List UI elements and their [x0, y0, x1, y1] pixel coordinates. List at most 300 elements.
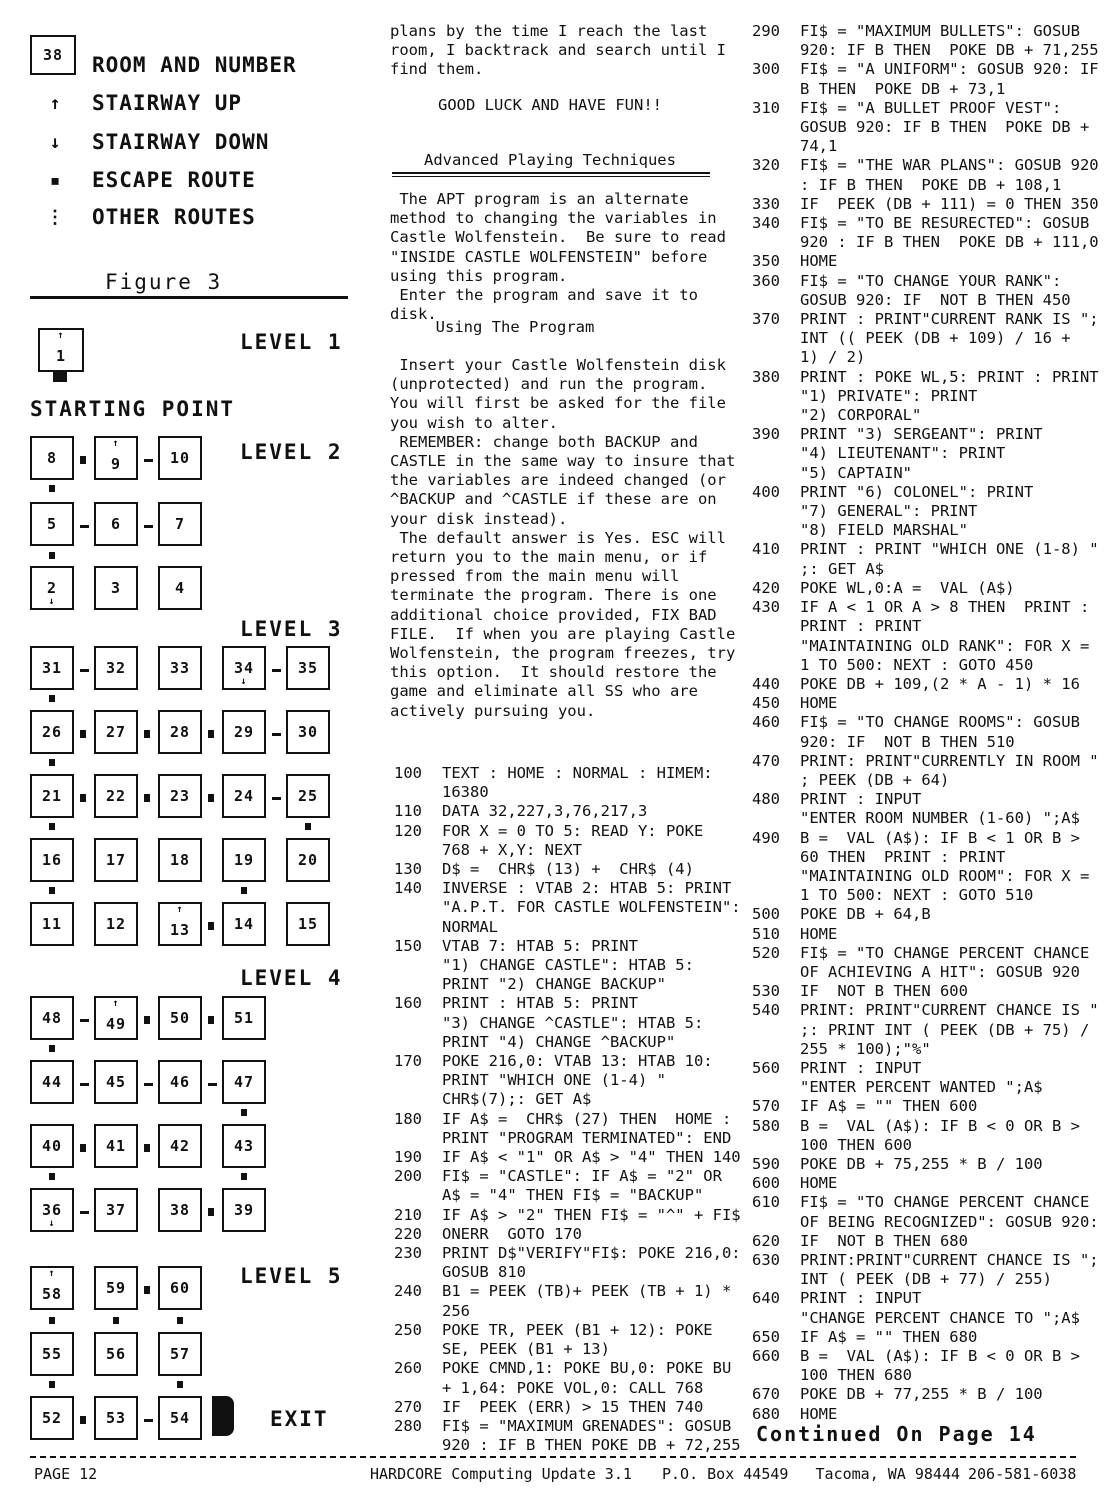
code-line — [752, 829, 1099, 906]
line-text: FI$ = "MAXIMUM GRENADES": GOSUB 920 : IF B THEN POKE DB + 72,255 — [442, 1416, 741, 1455]
code-line — [752, 1251, 1099, 1289]
room — [222, 902, 266, 946]
line-number: 350 — [752, 252, 780, 271]
line-text: IF NOT B THEN 600 — [800, 982, 968, 1001]
escape-route-marker — [49, 552, 55, 559]
line-text: PRINT : INPUT "ENTER ROOM NUMBER (1-60) ";A$ — [800, 790, 1080, 828]
exit-door-icon — [212, 1396, 234, 1436]
figure-caption: Figure 3 — [105, 270, 223, 294]
line-number: 410 — [752, 540, 780, 559]
room — [94, 502, 138, 546]
code-line — [752, 1097, 1099, 1116]
stair-down-icon: ↓ — [240, 676, 248, 687]
line-number: 260 — [394, 1359, 422, 1378]
line-text: POKE 216,0: VTAB 13: HTAB 10: PRINT "WHICH ONE (1-4) " CHR$(7);: GET A$ — [442, 1052, 713, 1109]
legend-label: ESCAPE ROUTE — [92, 168, 256, 192]
escape-route-marker — [241, 1173, 247, 1180]
room-number: 24 — [233, 787, 255, 805]
line-number: 180 — [394, 1109, 422, 1128]
escape-route-marker — [80, 794, 86, 802]
code-line — [394, 1417, 741, 1455]
escape-route-marker — [208, 794, 214, 802]
line-number: 400 — [752, 482, 780, 501]
room-number: 32 — [105, 659, 127, 677]
other-route-marker — [144, 1419, 153, 1422]
escape-route-marker — [49, 1381, 55, 1388]
stair-down-icon: ↓ — [48, 1218, 56, 1229]
room — [94, 1332, 138, 1376]
legend-other-routes — [40, 202, 256, 232]
room-number: 38 — [169, 1201, 191, 1219]
code-line — [752, 195, 1099, 214]
line-text: PRINT : PRINT "WHICH ONE (1-8) " ;: GET A$ — [800, 540, 1099, 578]
line-number: 580 — [752, 1116, 780, 1135]
publication-name: HARDCORE Computing Update 3.1 — [370, 1465, 632, 1483]
room-number: 10 — [169, 449, 191, 467]
room — [30, 1396, 74, 1440]
line-number: 530 — [752, 982, 780, 1001]
using-paragraph: Insert your Castle Wolfenstein disk (unprotected) and run the program. You will first be asked for the file you wish to alter. REMEMBER: change both BACKUP and CASTLE in the same way to insure that the variables are indeed changed (or ^BACKUP and ^CASTLE if these are on your disk instead). The default answer is Yes. ESC will return you to the main menu, or if pressed from the main menu will terminate the program. There is one additional choice provided, FIX BAD FILE. If when you are playing Castle Wolfenstein, the program freezes, try this option. It should restore the game and eliminate all SS who are actively pursuing you. — [390, 356, 736, 720]
apt-paragraph: The APT program is an alternate method to changing the variables in Castle Wolfenstein. Be sure to read "INSIDE CASTLE WOLFENSTEIN" before using this program. Enter the program and save it to disk. — [390, 190, 726, 324]
line-text: IF A$ < "1" OR A$ > "4" THEN 140 — [442, 1148, 741, 1167]
escape-route-marker — [208, 1208, 214, 1216]
line-number: 170 — [394, 1052, 422, 1071]
line-text: B = VAL (A$): IF B < 0 OR B > 100 THEN 600 — [800, 1116, 1080, 1154]
stair-up-icon: ↑ — [57, 330, 65, 341]
room — [30, 1188, 74, 1232]
room — [158, 436, 202, 480]
room-number: 11 — [41, 915, 63, 933]
line-text: FI$ = "A UNIFORM": GOSUB 920: IF B THEN POKE DB + 73,1 — [800, 60, 1099, 98]
line-text: IF A$ = "" THEN 600 — [800, 1097, 978, 1116]
code-line — [394, 1167, 741, 1205]
legend-stairway-down — [40, 127, 269, 157]
code-line — [752, 1232, 1099, 1251]
room-number: 52 — [41, 1409, 63, 1427]
room — [158, 1396, 202, 1440]
escape-route-marker — [208, 730, 214, 738]
room-number: 2 — [46, 579, 58, 597]
code-line — [752, 1117, 1099, 1155]
line-number: 520 — [752, 943, 780, 962]
room — [94, 838, 138, 882]
room-number: 29 — [233, 723, 255, 741]
legend-room-and-number — [70, 50, 297, 80]
line-number: 560 — [752, 1058, 780, 1077]
line-number: 430 — [752, 598, 780, 617]
room — [30, 710, 74, 754]
escape-route-marker — [144, 1286, 150, 1294]
code-line — [394, 937, 741, 995]
room — [30, 838, 74, 882]
line-text: PRINT : INPUT "CHANGE PERCENT CHANCE TO ";A$ — [800, 1289, 1080, 1327]
line-number: 670 — [752, 1385, 780, 1404]
level-1-label: LEVEL 1 — [240, 330, 343, 354]
escape-route-marker — [80, 730, 86, 738]
code-line — [752, 252, 1099, 271]
room-number: 36 — [41, 1201, 63, 1219]
code-line — [752, 1385, 1099, 1404]
other-route-marker — [80, 669, 89, 672]
line-number: 280 — [394, 1416, 422, 1435]
room — [286, 838, 330, 882]
line-number: 270 — [394, 1397, 422, 1416]
line-text: POKE WL,0:A = VAL (A$) — [800, 578, 1015, 597]
room — [158, 1060, 202, 1104]
code-line — [752, 1174, 1099, 1193]
line-number: 510 — [752, 924, 780, 943]
code-line — [394, 994, 741, 1052]
room-number: 16 — [41, 851, 63, 869]
room — [158, 1266, 202, 1310]
line-number: 220 — [394, 1224, 422, 1243]
room-number: 8 — [46, 449, 58, 467]
room — [158, 902, 202, 946]
line-number: 210 — [394, 1205, 422, 1224]
room-number: 33 — [169, 659, 191, 677]
room-number: 28 — [169, 723, 191, 741]
stair-up-icon: ↑ — [112, 998, 120, 1009]
room — [94, 436, 138, 480]
room-1: ↑ 1 — [38, 328, 84, 372]
escape-route-marker — [49, 695, 55, 702]
line-text: FI$ = "TO CHANGE ROOMS": GOSUB 920: IF NOT B THEN 510 — [800, 713, 1080, 751]
stair-up-icon: ↑ — [48, 1268, 56, 1279]
room-number: 60 — [169, 1279, 191, 1297]
other-route-marker — [144, 1083, 153, 1086]
figure-rule — [30, 296, 348, 299]
line-number: 440 — [752, 674, 780, 693]
line-text: TEXT : HOME : NORMAL : HIMEM: 16380 — [442, 764, 713, 802]
escape-route-marker — [241, 1109, 247, 1116]
line-number: 460 — [752, 713, 780, 732]
code-line — [394, 860, 741, 879]
code-line — [752, 944, 1099, 982]
line-text: IF NOT B THEN 680 — [800, 1231, 968, 1250]
code-line — [394, 1282, 741, 1320]
room-number: 6 — [110, 515, 122, 533]
escape-route-marker — [80, 1416, 86, 1424]
escape-route-marker — [177, 1381, 183, 1388]
room-number: 59 — [105, 1279, 127, 1297]
escape-route-marker — [144, 730, 150, 738]
room-number: 9 — [110, 455, 122, 473]
room-number: 5 — [46, 515, 58, 533]
code-line — [394, 802, 741, 821]
room — [30, 1332, 74, 1376]
code-listing-right — [752, 22, 1099, 1424]
escape-route-marker — [305, 823, 311, 830]
arrow-down-icon: ↓ — [49, 131, 61, 153]
room-number: 15 — [297, 915, 319, 933]
code-line — [394, 1321, 741, 1359]
line-number: 330 — [752, 194, 780, 213]
escape-route-marker — [49, 1317, 55, 1324]
code-line — [752, 214, 1099, 252]
escape-route-icon: ▪ — [49, 169, 61, 191]
intro-text: plans by the time I reach the last room, I backtrack and search until I find them. — [390, 22, 726, 79]
line-text: PRINT:PRINT"CURRENT CHANCE IS "; INT ( PEEK (DB + 77) / 255) — [800, 1251, 1099, 1289]
line-number: 640 — [752, 1289, 780, 1308]
escape-route-marker — [49, 887, 55, 894]
line-number: 120 — [394, 821, 422, 840]
level-3-label: LEVEL 3 — [240, 617, 343, 641]
room-number: 4 — [174, 579, 186, 597]
room — [94, 710, 138, 754]
line-number: 450 — [752, 694, 780, 713]
line-text: D$ = CHR$ (13) + CHR$ (4) — [442, 860, 694, 879]
escape-route-marker — [49, 759, 55, 766]
heading-rule — [392, 172, 710, 174]
line-text: HOME — [800, 924, 838, 943]
code-line — [752, 99, 1099, 157]
code-line — [752, 1001, 1099, 1059]
line-number: 310 — [752, 98, 780, 117]
room — [94, 1266, 138, 1310]
code-line — [394, 879, 741, 937]
room-number: 14 — [233, 915, 255, 933]
room — [94, 996, 138, 1040]
legend-stairway-up — [40, 88, 242, 118]
room-number: 23 — [169, 787, 191, 805]
room — [158, 1332, 202, 1376]
heading-rule-2 — [392, 176, 710, 177]
line-number: 160 — [394, 994, 422, 1013]
room — [30, 774, 74, 818]
code-line — [394, 1359, 741, 1397]
code-line — [752, 22, 1099, 60]
line-number: 100 — [394, 764, 422, 782]
line-text: DATA 32,227,3,76,217,3 — [442, 802, 648, 821]
line-number: 340 — [752, 214, 780, 233]
line-number: 240 — [394, 1282, 422, 1301]
room-number: 21 — [41, 787, 63, 805]
escape-route-marker — [144, 1144, 150, 1152]
room — [30, 996, 74, 1040]
room-number: 22 — [105, 787, 127, 805]
line-number: 660 — [752, 1347, 780, 1366]
line-number: 420 — [752, 578, 780, 597]
line-number: 610 — [752, 1193, 780, 1212]
exit-label: EXIT — [270, 1407, 329, 1431]
room — [158, 838, 202, 882]
room-number: 17 — [105, 851, 127, 869]
code-line — [752, 905, 1099, 924]
escape-route-marker — [80, 1144, 86, 1152]
other-routes-icon: ⋮ — [46, 206, 64, 228]
code-listing-left — [394, 764, 741, 1455]
line-text: PRINT D$"VERIFY"FI$: POKE 216,0: GOSUB 810 — [442, 1244, 741, 1282]
room — [94, 1396, 138, 1440]
line-text: PRINT "6) COLONEL": PRINT "7) GENERAL": PRINT "8) FIELD MARSHAL" — [800, 482, 1034, 540]
escape-route-marker — [144, 1016, 150, 1024]
room-number: 44 — [41, 1073, 63, 1091]
room — [222, 710, 266, 754]
room-number: 25 — [297, 787, 319, 805]
escape-route-marker — [241, 887, 247, 894]
room — [30, 1060, 74, 1104]
line-text: IF A < 1 OR A > 8 THEN PRINT : PRINT : PRINT "MAINTAINING OLD RANK": FOR X = 1 TO 500: NEXT : GOTO 450 — [800, 598, 1090, 674]
line-text: FI$ = "TO CHANGE PERCENT CHANCE OF BEING RECOGNIZED": GOSUB 920: — [800, 1193, 1099, 1231]
code-line — [752, 579, 1099, 598]
line-text: POKE TR, PEEK (B1 + 12): POKE SE, PEEK (B1 + 13) — [442, 1320, 713, 1359]
line-text: IF PEEK (DB + 111) = 0 THEN 350 — [800, 194, 1099, 213]
stair-up-icon: ↑ — [176, 904, 184, 915]
code-line — [752, 598, 1099, 675]
room — [158, 1188, 202, 1232]
code-line — [752, 1347, 1099, 1385]
code-line — [394, 822, 741, 860]
line-text: FI$ = "A BULLET PROOF VEST": GOSUB 920: IF B THEN POKE DB + 74,1 — [800, 98, 1090, 156]
room-number: 57 — [169, 1345, 191, 1363]
line-text: FI$ = "TO BE RESURECTED": GOSUB 920 : IF B THEN POKE DB + 111,0 — [800, 214, 1099, 252]
room-number: 41 — [105, 1137, 127, 1155]
room-number: 37 — [105, 1201, 127, 1219]
room-number: 46 — [169, 1073, 191, 1091]
line-number: 230 — [394, 1244, 422, 1263]
level-2-label: LEVEL 2 — [240, 440, 343, 464]
room — [158, 566, 202, 610]
room — [158, 774, 202, 818]
code-line — [752, 156, 1099, 194]
line-number: 480 — [752, 790, 780, 809]
line-number: 390 — [752, 425, 780, 444]
line-text: B1 = PEEK (TB)+ PEEK (TB + 1) * 256 — [442, 1282, 732, 1320]
room — [222, 838, 266, 882]
legend-label: STAIRWAY UP — [92, 91, 243, 115]
code-line — [394, 1244, 741, 1282]
line-text: FI$ = "THE WAR PLANS": GOSUB 920 : IF B THEN POKE DB + 108,1 — [800, 156, 1099, 194]
line-text: IF A$ = "" THEN 680 — [800, 1327, 978, 1346]
arrow-up-icon: ↑ — [49, 92, 61, 114]
line-text: POKE DB + 64,B — [800, 905, 931, 924]
escape-route-marker — [144, 794, 150, 802]
stair-up-icon: ↑ — [112, 438, 120, 449]
other-route-marker — [272, 733, 281, 736]
room-number: 35 — [297, 659, 319, 677]
line-number: 490 — [752, 828, 780, 847]
room — [30, 566, 74, 610]
line-number: 140 — [394, 879, 422, 898]
other-route-marker — [80, 1083, 89, 1086]
escape-route-marker — [208, 922, 214, 930]
legend-room-number: 38 — [42, 46, 64, 64]
using-heading: Using The Program — [435, 318, 595, 336]
line-text: FI$ = "TO CHANGE PERCENT CHANCE OF ACHIEVING A HIT": GOSUB 920 — [800, 943, 1090, 981]
line-number: 570 — [752, 1097, 780, 1116]
room-number: 43 — [233, 1137, 255, 1155]
publisher-address: P.O. Box 44549 Tacoma, WA 98444 — [662, 1465, 961, 1483]
room-number: 48 — [41, 1009, 63, 1027]
line-number: 540 — [752, 1001, 780, 1020]
escape-route-marker — [49, 823, 55, 830]
code-line — [752, 1405, 1099, 1424]
other-route-marker — [272, 669, 281, 672]
code-line — [752, 1155, 1099, 1174]
room-number: 12 — [105, 915, 127, 933]
line-text: IF A$ > "2" THEN FI$ = "^" + FI$ — [442, 1205, 741, 1224]
room — [222, 1060, 266, 1104]
line-text: PRINT "3) SERGEANT": PRINT "4) LIEUTENANT": PRINT "5) CAPTAIN" — [800, 425, 1043, 482]
line-text: FI$ = "MAXIMUM BULLETS": GOSUB 920: IF B THEN POKE DB + 71,255 — [800, 22, 1099, 60]
room — [30, 902, 74, 946]
code-line — [752, 310, 1099, 368]
room — [94, 1124, 138, 1168]
room-number: 13 — [169, 921, 191, 939]
line-number: 620 — [752, 1231, 780, 1250]
room — [222, 996, 266, 1040]
line-number: 150 — [394, 936, 422, 955]
room — [158, 1124, 202, 1168]
room-number: 56 — [105, 1345, 127, 1363]
line-number: 500 — [752, 905, 780, 924]
room-number: 50 — [169, 1009, 191, 1027]
line-number: 470 — [752, 751, 780, 770]
line-number: 190 — [394, 1148, 422, 1167]
room — [286, 902, 330, 946]
room — [222, 1188, 266, 1232]
room — [222, 774, 266, 818]
line-text: PRINT : INPUT "ENTER PERCENT WANTED ";A$ — [800, 1058, 1043, 1097]
line-text: B = VAL (A$): IF B < 0 OR B > 100 THEN 680 — [800, 1347, 1080, 1385]
line-text: FI$ = "CASTLE": IF A$ = "2" OR A$ = "4" THEN FI$ = "BACKUP" — [442, 1167, 722, 1205]
room — [286, 774, 330, 818]
room-number: 26 — [41, 723, 63, 741]
code-line — [394, 764, 741, 802]
room-number: 7 — [174, 515, 186, 533]
start-marker — [53, 370, 67, 382]
other-route-marker — [80, 1211, 89, 1214]
page-number: PAGE 12 — [34, 1465, 98, 1483]
code-line — [752, 675, 1099, 694]
code-line — [752, 540, 1099, 578]
room-number: 20 — [297, 851, 319, 869]
line-text: VTAB 7: HTAB 5: PRINT "1) CHANGE CASTLE": HTAB 5: PRINT "2) CHANGE BACKUP" — [442, 936, 694, 994]
line-number: 360 — [752, 271, 780, 290]
legend-label: OTHER ROUTES — [92, 205, 256, 229]
line-number: 380 — [752, 367, 780, 386]
code-line — [752, 1328, 1099, 1347]
line-number: 130 — [394, 860, 422, 879]
escape-route-marker — [113, 1317, 119, 1324]
escape-route-marker — [49, 1173, 55, 1180]
code-line — [752, 752, 1099, 790]
line-text: INVERSE : VTAB 2: HTAB 5: PRINT "A.P.T. FOR CASTLE WOLFENSTEIN": NORMAL — [442, 879, 741, 936]
legend-label: ROOM AND NUMBER — [92, 53, 297, 77]
room-number: 30 — [297, 723, 319, 741]
escape-route-marker — [49, 485, 55, 492]
room-number: 31 — [41, 659, 63, 677]
room-number: 27 — [105, 723, 127, 741]
room-number: 40 — [41, 1137, 63, 1155]
room — [30, 646, 74, 690]
footer-rule — [30, 1456, 1076, 1458]
room — [158, 710, 202, 754]
room-number: 39 — [233, 1201, 255, 1219]
line-text: PRINT : HTAB 5: PRINT "3) CHANGE ^CASTLE": HTAB 5: PRINT "4) CHANGE ^BACKUP" — [442, 994, 704, 1051]
starting-point-label: STARTING POINT — [30, 397, 236, 421]
line-number: 250 — [394, 1320, 422, 1339]
code-line — [752, 694, 1099, 713]
room-number: 51 — [233, 1009, 255, 1027]
line-text: HOME — [800, 1404, 838, 1423]
code-line — [752, 1059, 1099, 1097]
room-number: 19 — [233, 851, 255, 869]
good-luck-text: GOOD LUCK AND HAVE FUN!! — [438, 96, 662, 114]
room — [30, 502, 74, 546]
room-number: 58 — [41, 1285, 63, 1303]
line-text: IF PEEK (ERR) > 15 THEN 740 — [442, 1397, 704, 1416]
